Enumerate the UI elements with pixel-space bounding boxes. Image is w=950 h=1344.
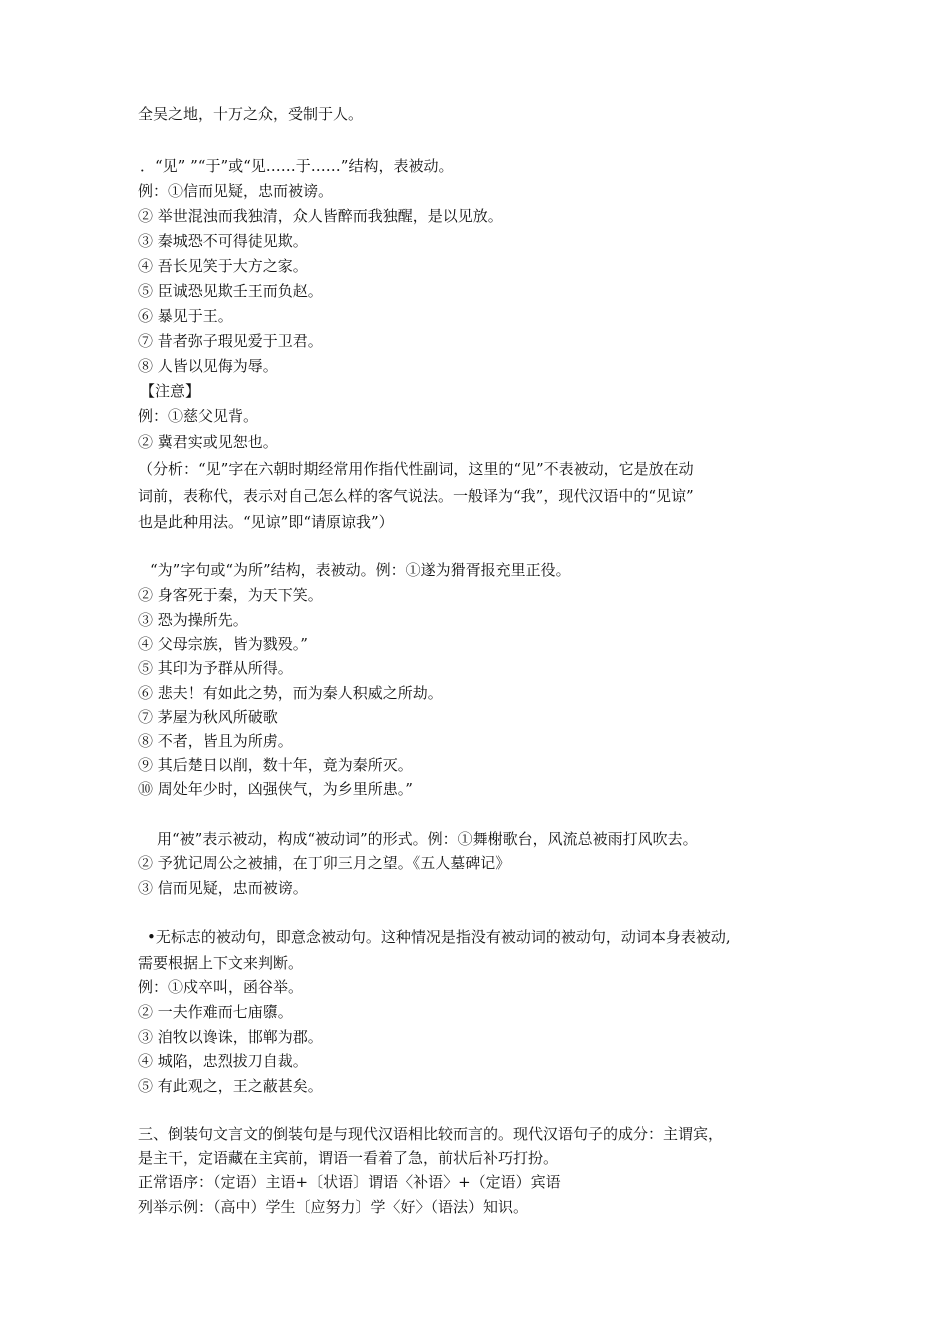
text-line: ② 予犹记周公之被捕，在丁卯三月之望。《五人墓碑记》 <box>138 854 511 872</box>
text-line: 正常语序：（定语）主语+〔状语〕谓语〈补语〉+（定语）宾语 <box>138 1173 561 1191</box>
text-line: ③ 洎牧以谗诛，邯郸为郡。 <box>138 1028 323 1046</box>
text-line: ④ 父母宗族，皆为戮殁。” <box>138 635 308 653</box>
text-line: ⑤ 有此观之，王之蔽甚矣。 <box>138 1077 323 1095</box>
text-line: ⑩ 周处年少时，凶强侠气，为乡里所患。” <box>138 780 413 798</box>
analysis-line: 也是此种用法。“见谅”即“请原谅我”） <box>138 513 394 531</box>
analysis-line: 词前，表称代，表示对自己怎么样的客气说法。一般译为“我”，现代汉语中的“见谅” <box>138 487 694 505</box>
text-line: ⑦ 茅屋为秋风所破歌 <box>138 708 278 726</box>
section-heading: •无标志的被动句，即意念被动句。这种情况是指没有被动词的被动句，动词本身表被动, <box>147 928 731 946</box>
text-line: 列举示例：（高中）学生〔应努力〕学〈好〉（语法）知识。 <box>138 1198 529 1216</box>
text-line: 例：①信而见疑，忠而被谤。 <box>138 182 334 200</box>
text-line: ② 一夫作难而七庙隳。 <box>138 1003 293 1021</box>
text-line: ⑥ 悲夫！有如此之势，而为秦人积威之所劫。 <box>138 684 443 702</box>
section-heading: ．“见” ”“于”或“见……于……”结构，表被动。 <box>140 157 454 175</box>
analysis-line: （分析：“见”字在六朝时期经常用作指代性副词，这里的“见”不表被动，它是放在动 <box>138 460 694 478</box>
text-line: ⑧ 不者，皆且为所虏。 <box>138 732 293 750</box>
text-line: ② 举世混浊而我独清，众人皆醉而我独醒，是以见放。 <box>138 207 503 225</box>
text-line: ③ 秦城恐不可得徒见欺。 <box>138 232 308 250</box>
text-line: ⑤ 其印为予群从所得。 <box>138 659 293 677</box>
section-heading: “为”字句或“为所”结构，表被动。例：①遂为猾胥报充里正役。 <box>150 561 571 579</box>
text-line: 全吴之地，十万之众，受制于人。 <box>138 105 364 123</box>
text-line: ② 冀君实或见恕也。 <box>138 433 278 451</box>
text-line: 例：①慈父见背。 <box>138 407 259 425</box>
text-line: ⑨ 其后楚日以削，数十年，竟为秦所灭。 <box>138 756 413 774</box>
text-line: ⑤ 臣诚恐见欺壬王而负赵。 <box>138 282 323 300</box>
text-line: 需要根据上下文来判断。 <box>138 954 304 972</box>
text-line: ② 身客死于秦，为天下笑。 <box>138 586 323 604</box>
section-heading: 三、倒装句文言文的倒装句是与现代汉语相比较而言的。现代汉语句子的成分：主谓宾， <box>138 1125 724 1143</box>
text-line: 是主干，定语藏在主宾前，谓语一看着了急，前状后补巧打扮。 <box>138 1149 559 1167</box>
text-line: ③ 恐为操所先。 <box>138 611 248 629</box>
text-line: 例：①戍卒叫，函谷举。 <box>138 978 304 996</box>
text-line: ⑦ 昔者弥子瑕见爱于卫君。 <box>138 332 323 350</box>
text-line: ⑥ 暴见于王。 <box>138 307 233 325</box>
section-heading: 用“被”表示被动，构成“被动词”的形式。例：①舞榭歌台，风流总被雨打风吹去。 <box>157 830 698 848</box>
text-line: ④ 城陷，忠烈拔刀自裁。 <box>138 1052 308 1070</box>
text-line: ④ 吾长见笑于大方之家。 <box>138 257 308 275</box>
text-line: ③ 信而见疑，忠而被谤。 <box>138 879 308 897</box>
text-line: ⑧ 人皆以见侮为辱。 <box>138 357 278 375</box>
note-heading: 【注意】 <box>140 382 201 400</box>
